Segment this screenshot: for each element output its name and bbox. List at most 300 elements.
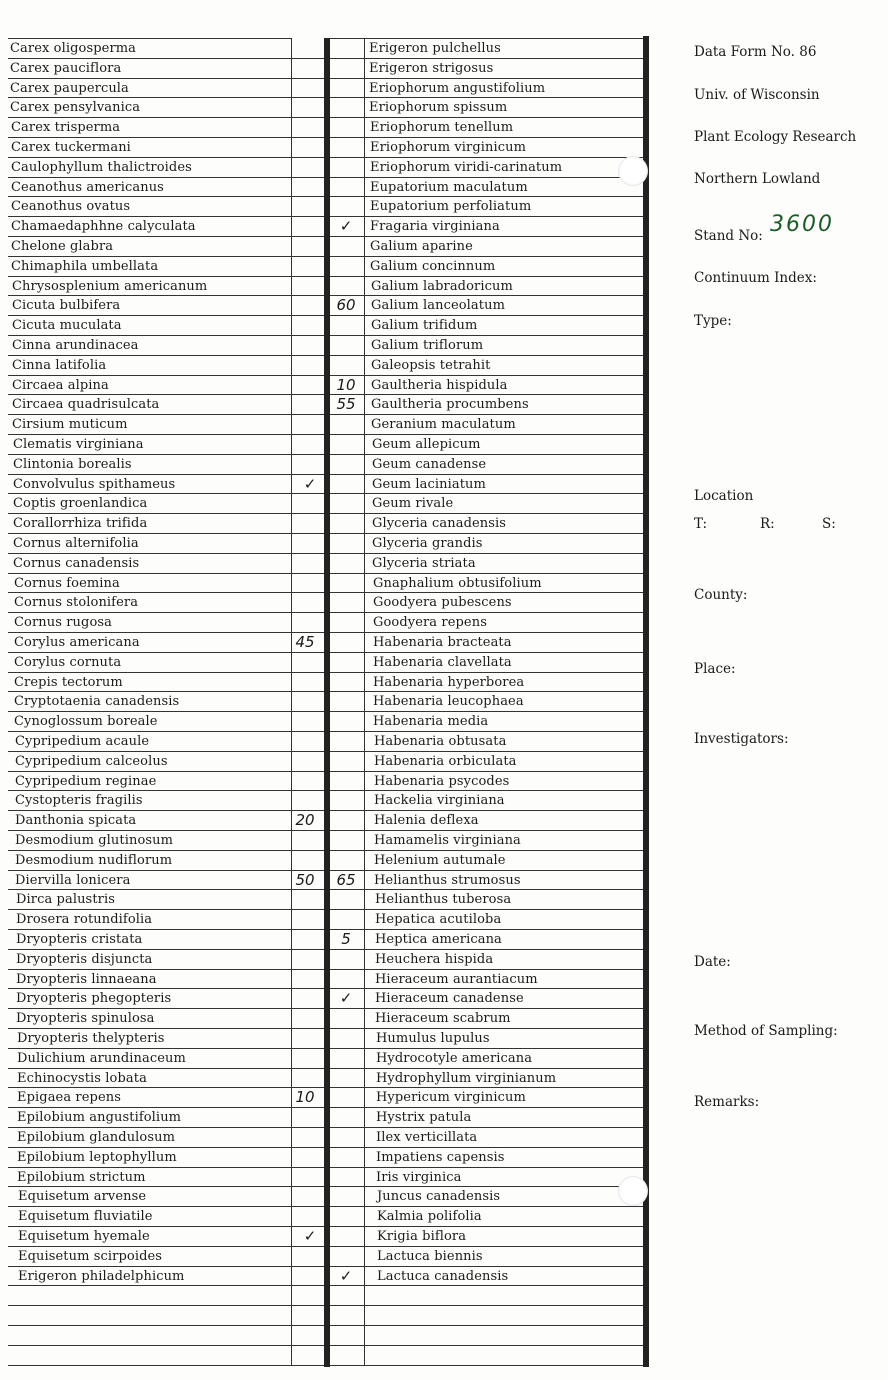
species-name-right: Hieraceum aurantiacum [375,972,538,987]
row-rule-right [330,632,643,633]
species-name-right: Geum canadense [372,457,487,472]
species-name-right: Glyceria striata [372,556,476,571]
row-rule-left [8,454,324,455]
row-rule-left [8,513,324,514]
row-rule-right [330,474,643,475]
row-rule-left [8,196,324,197]
row-rule-right [330,830,643,831]
row-rule-right [330,315,643,316]
row-rule-right [330,652,643,653]
species-name-left: Desmodium glutinosum [15,833,174,848]
row-rule-right [330,790,643,791]
species-name-right: Kalmia polifolia [377,1209,482,1224]
species-name-right: Geranium maculatum [371,417,516,432]
species-name-right: Hepatica acutiloba [375,912,502,927]
row-rule-right [330,711,643,712]
row-rule-left [8,553,324,554]
row-rule-left [8,1127,324,1128]
species-cover-value-left: 20 [295,811,315,829]
location-label: Location [694,488,754,504]
remarks-label: Remarks: [694,1094,760,1110]
row-rule-right [330,335,643,336]
species-name-right: Impatiens capensis [376,1150,505,1165]
species-name-left: Circaea alpina [12,378,109,393]
species-name-left: Cypripedium acaule [15,734,150,749]
species-name-right: Geum laciniatum [372,477,486,492]
species-name-right: Gnaphalium obtusifolium [373,576,542,591]
row-rule-left [8,790,324,791]
row-rule-right [330,97,643,98]
species-cover-value-left: 10 [295,1088,315,1106]
species-cover-value-right: 60 [336,296,356,314]
species-name-left: Echinocystis lobata [17,1071,147,1086]
species-cover-value-left: 50 [295,871,315,889]
species-name-left: Dryopteris spinulosa [16,1011,155,1026]
range-label: R: [760,516,775,532]
species-name-right: Hypericum virginicum [376,1090,526,1105]
species-name-left: Dirca palustris [16,892,115,907]
row-rule-right [330,1285,643,1286]
species-name-left: Crepis tectorum [14,675,123,690]
row-rule-left [8,731,324,732]
research-program: Plant Ecology Research [694,129,857,145]
species-cover-value-left: 45 [295,633,315,651]
species-name-right: Glyceria grandis [372,536,483,551]
row-rule-right [330,612,643,613]
species-name-left: Epilobium strictum [17,1170,146,1185]
species-name-left: Erigeron philadelphicum [18,1269,185,1284]
table-top-border-right [330,38,643,39]
species-name-left: Cypripedium reginae [15,774,157,789]
species-name-right: Habenaria bracteata [373,635,512,650]
row-rule-right [330,691,643,692]
row-rule-right [330,1365,643,1366]
row-rule-left [8,97,324,98]
row-rule-right [330,573,643,574]
row-rule-right [330,236,643,237]
species-name-left: Danthonia spicata [15,813,137,828]
row-rule-right [330,1345,643,1346]
species-name-right: Habenaria psycodes [374,774,510,789]
row-rule-left [8,177,324,178]
row-rule-left [8,1048,324,1049]
row-rule-right [330,969,643,970]
species-name-left: Cinna arundinacea [12,338,139,353]
row-rule-left [8,1147,324,1148]
row-rule-right [330,157,643,158]
species-name-right: Hamamelis virginiana [374,833,521,848]
species-name-right: Heuchera hispida [375,952,494,967]
row-rule-left [8,1087,324,1088]
species-cover-value-right: 65 [336,871,356,889]
row-rule-left [8,810,324,811]
species-name-left: Clematis virginiana [13,437,144,452]
row-rule-right [330,117,643,118]
row-rule-left [8,632,324,633]
species-name-right: Hydrophyllum virginianum [376,1071,557,1086]
row-rule-right [330,810,643,811]
form-number: Data Form No. 86 [694,44,817,60]
species-name-left: Cornus foemina [14,576,120,591]
species-name-right: Helianthus strumosus [374,873,521,888]
species-name-right: Ilex verticillata [376,1130,478,1145]
row-rule-left [8,751,324,752]
species-name-left: Carex oligosperma [10,41,137,56]
row-rule-left [8,870,324,871]
species-name-left: Desmodium nudiflorum [15,853,173,868]
species-name-left: Diervilla lonicera [15,873,131,888]
species-name-right: Galium labradoricum [371,279,513,294]
row-rule-right [330,751,643,752]
species-name-left: Dulichium arundinaceum [17,1051,186,1066]
investigators-label: Investigators: [694,731,789,747]
row-rule-right [330,1048,643,1049]
species-name-right: Eupatorium maculatum [370,180,528,195]
row-rule-left [8,256,324,257]
row-rule-left [8,1107,324,1108]
row-rule-right [330,949,643,950]
row-rule-left [8,1285,324,1286]
species-name-right: Habenaria leucophaea [373,694,524,709]
species-name-left: Coptis groenlandica [13,496,148,511]
species-name-left: Chamaedaphhne calyculata [11,219,196,234]
species-name-left: Equisetum hyemale [18,1229,150,1244]
row-rule-left [8,1266,324,1267]
species-name-left: Epilobium leptophyllum [17,1150,177,1165]
species-name-right: Hieraceum scabrum [375,1011,511,1026]
species-name-right: Juncus canadensis [377,1189,501,1204]
species-name-left: Epilobium angustifolium [17,1110,182,1125]
row-rule-right [330,454,643,455]
species-name-left: Carex paupercula [10,81,129,96]
row-rule-right [330,909,643,910]
row-rule-right [330,256,643,257]
species-name-right: Habenaria orbiculata [374,754,517,769]
row-rule-left [8,295,324,296]
species-name-right: Eriophorum angustifolium [369,81,546,96]
species-name-left: Corylus cornuta [14,655,122,670]
species-name-left: Dryopteris phegopteris [16,991,172,1006]
species-name-right: Galium trifidum [371,318,478,333]
species-name-right: Erigeron strigosus [369,61,494,76]
row-rule-right [330,553,643,554]
species-name-left: Circaea quadrisulcata [12,397,160,412]
species-name-right: Gaultheria procumbens [371,397,529,412]
row-rule-right [330,513,643,514]
species-name-left: Epigaea repens [17,1090,121,1105]
species-name-right: Eriophorum virginicum [370,140,527,155]
species-name-left: Clintonia borealis [13,457,132,472]
row-rule-right [330,216,643,217]
section-label: S: [822,516,836,532]
species-name-left: Cornus alternifolia [13,536,139,551]
column-divider-right-value [364,38,365,1365]
row-rule-right [330,137,643,138]
species-name-right: Eriophorum spissum [369,100,508,115]
row-rule-left [8,691,324,692]
row-rule-left [8,652,324,653]
row-rule-left [8,929,324,930]
species-name-left: Equisetum fluviatile [18,1209,153,1224]
row-rule-left [8,1028,324,1029]
species-name-right: Geum rivale [372,496,454,511]
row-rule-right [330,1147,643,1148]
species-name-left: Convolvulus spithameus [13,477,176,492]
row-rule-right [330,295,643,296]
species-name-right: Helenium autumale [374,853,506,868]
method-of-sampling-label: Method of Sampling: [694,1023,838,1039]
row-rule-left [8,1365,324,1366]
species-name-left: Cicuta bulbifera [12,298,121,313]
row-rule-left [8,117,324,118]
species-cover-value-right: ✓ [339,989,353,1007]
species-name-left: Ceanothus americanus [11,180,164,195]
row-rule-right [330,434,643,435]
species-name-right: Helianthus tuberosa [375,892,512,907]
species-name-right: Eriophorum tenellum [370,120,514,135]
species-name-left: Equisetum scirpoides [18,1249,163,1264]
species-name-left: Cypripedium calceolus [15,754,168,769]
species-name-right: Fragaria virginiana [370,219,500,234]
species-name-right: Eriophorum viridi-carinatum [370,160,563,175]
row-rule-left [8,157,324,158]
row-rule-right [330,276,643,277]
species-name-right: Habenaria hyperborea [373,675,525,690]
punch-hole-top [618,156,648,186]
row-rule-right [330,1305,643,1306]
row-rule-right [330,672,643,673]
row-rule-left [8,137,324,138]
row-rule-right [330,1226,643,1227]
species-name-left: Corylus americana [14,635,140,650]
row-rule-right [330,1206,643,1207]
row-rule-right [330,988,643,989]
species-name-right: Erigeron pulchellus [369,41,501,56]
species-name-right: Hieraceum canadense [375,991,524,1006]
row-rule-left [8,1325,324,1326]
species-name-right: Iris virginica [376,1170,462,1185]
right-thick-border [643,36,649,1367]
species-name-left: Corallorrhiza trifida [13,516,148,531]
species-name-left: Carex pensylvanica [10,100,141,115]
row-rule-left [8,414,324,415]
species-name-left: Carex tuckermani [11,140,131,155]
species-name-right: Habenaria obtusata [374,734,507,749]
row-rule-left [8,355,324,356]
species-name-left: Drosera rotundifolia [16,912,153,927]
row-rule-right [330,1028,643,1029]
species-name-right: Galeopsis tetrahit [371,358,491,373]
species-name-right: Glyceria canadensis [372,516,507,531]
row-rule-right [330,1167,643,1168]
species-cover-value-left: ✓ [303,1227,317,1245]
row-rule-right [330,929,643,930]
species-name-right: Galium lanceolatum [371,298,505,313]
species-name-right: Goodyera pubescens [373,595,512,610]
column-divider-left-value [291,38,292,1365]
species-name-right: Eupatorium perfoliatum [370,199,532,214]
row-rule-left [8,1226,324,1227]
row-rule-right [330,355,643,356]
row-rule-left [8,889,324,890]
row-rule-right [330,889,643,890]
row-rule-left [8,315,324,316]
row-rule-right [330,1246,643,1247]
county-label: County: [694,587,748,603]
row-rule-right [330,592,643,593]
row-rule-left [8,969,324,970]
row-rule-right [330,196,643,197]
species-name-right: Heptica americana [375,932,502,947]
row-rule-right [330,1107,643,1108]
row-rule-left [8,276,324,277]
row-rule-right [330,731,643,732]
species-name-left: Cicuta muculata [12,318,122,333]
row-rule-left [8,830,324,831]
row-rule-right [330,850,643,851]
species-name-left: Cirsium muticum [12,417,128,432]
row-rule-left [8,78,324,79]
row-rule-left [8,1246,324,1247]
row-rule-left [8,1167,324,1168]
species-name-right: Hystrix patula [376,1110,472,1125]
species-name-right: Humulus lupulus [376,1031,490,1046]
species-name-left: Epilobium glandulosum [17,1130,176,1145]
stand-number-value: 3600 [770,212,834,237]
species-name-right: Goodyera repens [373,615,487,630]
row-rule-right [330,394,643,395]
row-rule-right [330,533,643,534]
date-label: Date: [694,954,731,970]
species-cover-value-right: ✓ [339,1267,353,1285]
species-cover-value-right: 55 [336,395,356,413]
row-rule-left [8,58,324,59]
species-name-left: Cynoglossum boreale [14,714,158,729]
community-type: Northern Lowland [694,171,821,187]
row-rule-right [330,1186,643,1187]
row-rule-left [8,850,324,851]
row-rule-left [8,533,324,534]
row-rule-right [330,78,643,79]
species-name-left: Cornus rugosa [14,615,112,630]
species-name-right: Galium concinnum [370,259,496,274]
species-name-left: Carex trisperma [11,120,121,135]
row-rule-right [330,375,643,376]
species-name-right: Habenaria clavellata [373,655,512,670]
row-rule-left [8,711,324,712]
species-name-left: Cinna latifolia [12,358,107,373]
species-name-right: Krigia biflora [377,1229,467,1244]
row-rule-left [8,612,324,613]
row-rule-right [330,414,643,415]
row-rule-left [8,909,324,910]
continuum-index-label: Continuum Index: [694,270,817,286]
row-rule-left [8,493,324,494]
row-rule-right [330,870,643,871]
row-rule-left [8,434,324,435]
row-rule-left [8,375,324,376]
row-rule-left [8,1008,324,1009]
species-name-right: Lactuca biennis [377,1249,483,1264]
species-name-left: Dryopteris thelypteris [17,1031,165,1046]
row-rule-right [330,1008,643,1009]
species-name-right: Hydrocotyle americana [376,1051,533,1066]
species-cover-value-right: 5 [341,930,351,948]
row-rule-right [330,1127,643,1128]
township-label: T: [694,516,708,532]
species-name-left: Chelone glabra [11,239,114,254]
table-top-border-left [8,38,291,39]
stand-label: Stand No: [694,228,763,244]
row-rule-right [330,1068,643,1069]
species-name-left: Dryopteris cristata [16,932,143,947]
species-name-left: Chimaphila umbellata [11,259,159,274]
row-rule-right [330,58,643,59]
row-rule-left [8,672,324,673]
species-name-left: Chrysosplenium americanum [12,279,208,294]
row-rule-left [8,474,324,475]
row-rule-left [8,1305,324,1306]
row-rule-left [8,771,324,772]
row-rule-right [330,493,643,494]
row-rule-right [330,1325,643,1326]
species-name-left: Cystopteris fragilis [15,793,143,808]
species-name-left: Dryopteris linnaeana [16,972,157,987]
species-name-right: Hackelia virginiana [374,793,505,808]
row-rule-left [8,1206,324,1207]
species-name-left: Cryptotaenia canadensis [14,694,180,709]
place-label: Place: [694,661,736,677]
row-rule-left [8,335,324,336]
row-rule-left [8,236,324,237]
species-name-right: Lactuca canadensis [377,1269,509,1284]
species-cover-value-left: ✓ [303,475,317,493]
row-rule-left [8,949,324,950]
species-name-left: Cornus stolonifera [14,595,139,610]
species-name-right: Halenia deflexa [374,813,479,828]
row-rule-left [8,394,324,395]
punch-hole-bottom [618,1176,648,1206]
row-rule-right [330,771,643,772]
species-name-left: Cornus canadensis [13,556,140,571]
row-rule-left [8,1186,324,1187]
row-rule-left [8,1345,324,1346]
species-cover-value-right: ✓ [339,217,353,235]
row-rule-left [8,573,324,574]
row-rule-right [330,177,643,178]
species-name-left: Equisetum arvense [18,1189,147,1204]
species-name-right: Habenaria media [373,714,489,729]
row-rule-left [8,988,324,989]
row-rule-left [8,1068,324,1069]
species-name-left: Dryopteris disjuncta [16,952,153,967]
university: Univ. of Wisconsin [694,87,820,103]
species-name-right: Galium triflorum [371,338,484,353]
row-rule-left [8,216,324,217]
species-name-left: Caulophyllum thalictroides [11,160,192,175]
species-name-left: Carex pauciflora [10,61,122,76]
row-rule-right [330,1087,643,1088]
species-name-right: Galium aparine [370,239,473,254]
center-thick-divider [324,38,330,1367]
species-name-right: Gaultheria hispidula [371,378,508,393]
species-name-left: Ceanothus ovatus [11,199,131,214]
type-label: Type: [694,313,732,329]
species-name-right: Geum allepicum [372,437,481,452]
row-rule-right [330,1266,643,1267]
species-cover-value-right: 10 [336,376,356,394]
row-rule-left [8,592,324,593]
